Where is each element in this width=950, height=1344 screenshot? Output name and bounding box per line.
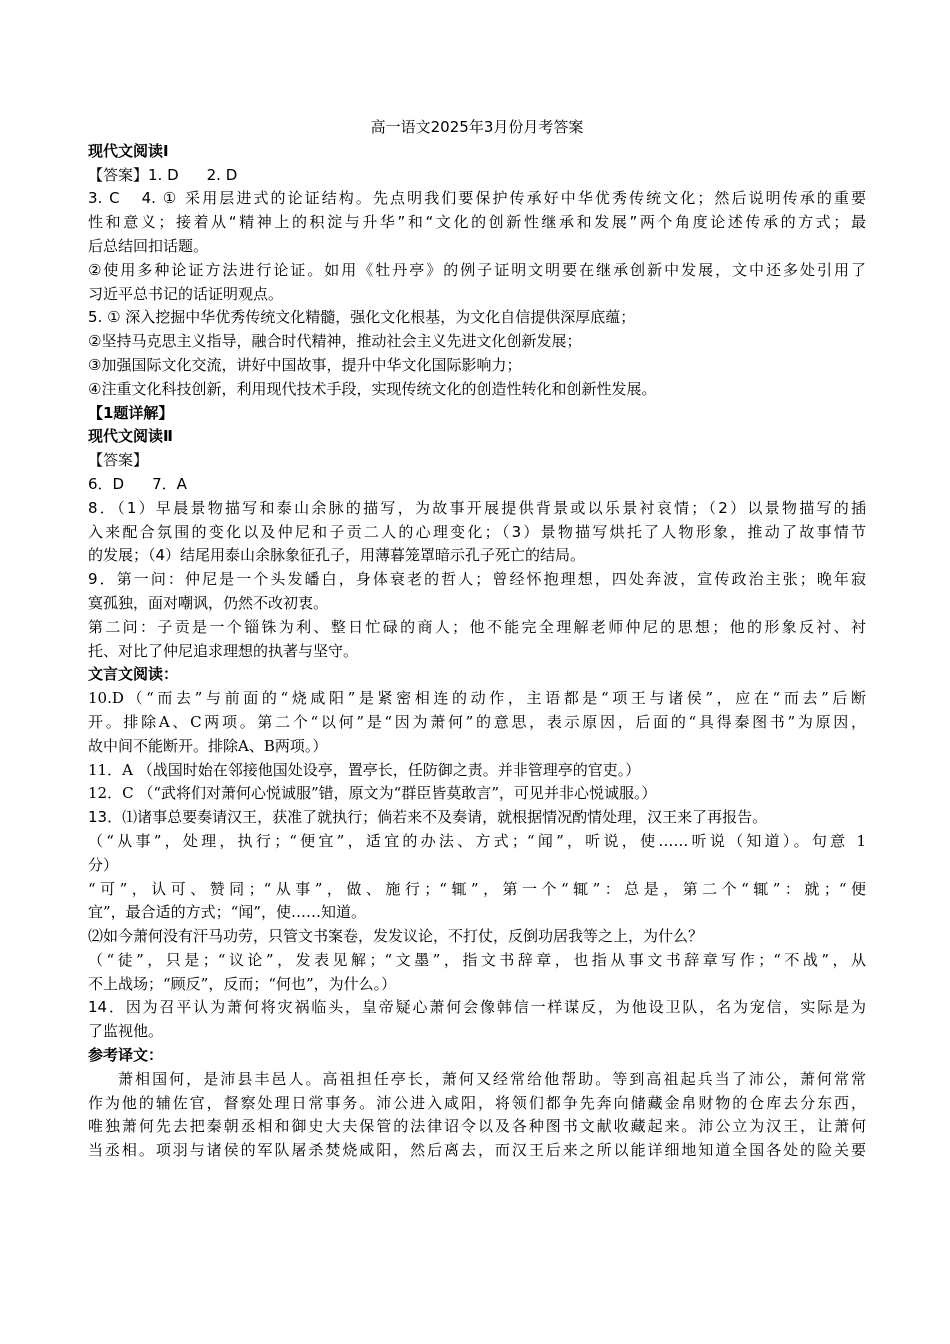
translation-line-2: 作为他的辅佐官，督察处理日常事务。沛公进入咸阳，将领们都争先奔向储藏金帛财物的仓库去分东西， bbox=[88, 1093, 866, 1112]
detail-label: 【1题详解】 bbox=[88, 403, 174, 422]
answer-4-line-4: ②使用多种论证方法进行论证。如用《牡丹亭》的例子证明文明要在继承创新中发展，文中还多处引用了 bbox=[88, 260, 866, 279]
translation-line-3: 唯独萧何先去把秦朝丞相和御史大夫保管的法律诏令以及各种图书文献收藏起来。沛公立为汉王，让萧何 bbox=[88, 1117, 866, 1136]
answer-14-line-1: 14．因为召平认为萧何将灾祸临头，皇帝疑心萧何会像韩信一样谋反，为他设卫队，名为宠信，实际是为 bbox=[88, 998, 866, 1017]
answer-9-line-4: 托、对比了仲尼追求理想的执著与坚守。 bbox=[88, 641, 359, 660]
answer-document bbox=[88, 116, 866, 1163]
answer-9-line-2: 寞孤独，面对嘲讽，仍然不改初衷。 bbox=[88, 593, 329, 612]
answer-5-line-1: 5. ① 深入挖掘中华优秀传统文化精髓，强化文化根基，为文化自信提供深厚底蕴； bbox=[88, 308, 636, 327]
answer-5-line-3: ③加强国际文化交流，讲好中国故事，提升中华文化国际影响力； bbox=[88, 355, 522, 374]
answer-13-line-4: “可”，认可、赞同；“从事”，做、施行；“辄”，第一个“辄”：总是，第二个“辄”：就；“便 bbox=[88, 879, 866, 898]
answer-10-line-1: 10.D（“而去”与前面的“烧咸阳”是紧密相连的动作，主语都是“项王与诸侯”，应在“而去”后断 bbox=[88, 689, 866, 708]
answer-13-line-8: 不上战场；“顾反”，反而；“何也”，为什么。） bbox=[88, 974, 397, 993]
answer-7: 7．A bbox=[152, 474, 187, 493]
answer-13-line-6: ⑵如今萧何没有汗马功劳，只管文书案卷，发发议论，不打仗，反倒功居我等之上，为什么？ bbox=[88, 927, 704, 946]
answer-4-line-3: 后总结回扣话题。 bbox=[88, 236, 209, 255]
answer-8-line-1: 8．（1）早晨景物描写和泰山余脉的描写，为故事开展提供背景或以乐景衬哀情；（2）以景物描写的插 bbox=[88, 498, 866, 517]
answer-5-line-4: ④注重文化科技创新，利用现代技术手段，实现传统文化的创造性转化和创新性发展。 bbox=[88, 379, 657, 398]
answer-4-line-5: 习近平总书记的话证明观点。 bbox=[88, 284, 284, 303]
translation-line-4: 当丞相。项羽与诸侯的军队屠杀焚烧咸阳，然后离去，而汉王后来之所以能详细地知道全国各处的险关要 bbox=[88, 1141, 866, 1160]
answer-13-line-5: 宜”，最合适的方式；“闻”，使……知道。 bbox=[88, 903, 367, 922]
answers-label-2: 【答案】 bbox=[88, 451, 149, 470]
document-title: 高一语文2025年3月份月考答案 bbox=[370, 118, 584, 136]
answer-2: 2. D bbox=[206, 165, 238, 184]
answer-13-line-3: 分） bbox=[88, 855, 119, 874]
answer-label: 【答案】1. D bbox=[88, 165, 179, 184]
answer-8-line-3: 的发展；（4）结尾用泰山余脉象征孔子，用薄暮笼罩暗示孔子死亡的结局。 bbox=[88, 546, 586, 565]
answer-13-line-7: （“徒”，只是；“议论”，发表见解；“文墨”，指文书辞章，也指从事文书辞章写作；“不战”，从 bbox=[88, 950, 866, 969]
answer-11: 11．A （战国时始在邻接他国处设亭，置亭长，任防御之责。并非管理亭的官吏。） bbox=[88, 760, 641, 779]
answer-9-line-3: 第二问：子贡是一个锱铢为利、整日忙碌的商人；他不能完全理解老师仲尼的思想；他的形象反衬、衬 bbox=[88, 617, 866, 636]
section-heading-translation: 参考译文： bbox=[88, 1046, 164, 1065]
section-heading-modern-reading-2: 现代文阅读Ⅱ bbox=[88, 427, 173, 446]
answer-13-line-2: （“从事”，处理，执行；“便宜”，适宜的办法、方式；“闻”，听说，使……听说（知道）。句意 1 bbox=[88, 831, 866, 850]
answer-3: 3. C bbox=[88, 189, 120, 208]
section-heading-classical: 文言文阅读： bbox=[88, 665, 179, 684]
answer-6: 6．D bbox=[88, 474, 125, 493]
answer-10-line-3: 故中间不能断开。排除A、B两项。） bbox=[88, 736, 328, 755]
answer-10-line-2: 开。排除A、C两项。第二个“以何”是“因为萧何”的意思，表示原因，后面的“具得秦图书”为原因， bbox=[88, 712, 866, 731]
answer-3-4-line bbox=[88, 187, 866, 211]
answer-13-line-1: 13．⑴诸事总要奏请汉王，获准了就执行；倘若来不及奏请，就根据情况酌情处理，汉王来了再报告。 bbox=[88, 808, 768, 827]
answer-4-line-1: 4. ① 采用层进式的论证结构。先点明我们要保护传承好中华优秀传统文化；然后说明传承的重要 bbox=[141, 189, 866, 208]
section-heading-modern-reading-1: 现代文阅读Ⅰ bbox=[88, 141, 169, 160]
answer-12: 12．C （“武将们对萧何心悦诚服”错，原文为“群臣皆莫敢言”，可见并非心悦诚服。） bbox=[88, 784, 657, 803]
answers-row-6-7 bbox=[88, 473, 866, 497]
answers-row-1-2 bbox=[88, 164, 866, 188]
answer-4-line-2: 性和意义；接着从“精神上的积淀与升华”和“文化的创新性继承和发展”两个角度论述传承的方式；最 bbox=[88, 213, 866, 232]
answer-14-line-2: 了监视他。 bbox=[88, 1022, 164, 1041]
translation-line-1: 萧相国何，是沛县丰邑人。高祖担任亭长，萧何又经常给他帮助。等到高祖起兵当了沛公，萧何常常 bbox=[118, 1069, 866, 1088]
answer-8-line-2: 入来配合氛围的变化以及仲尼和子贡二人的心理变化；（3）景物描写烘托了人物形象，推动了故事情节 bbox=[88, 522, 866, 541]
answer-9-line-1: 9．第一问：仲尼是一个头发皤白，身体衰老的哲人；曾经怀抱理想，四处奔波，宣传政治主张；晚年寂 bbox=[88, 570, 866, 589]
answer-5-line-2: ②坚持马克思主义指导，融合时代精神，推动社会主义先进文化创新发展； bbox=[88, 332, 582, 351]
